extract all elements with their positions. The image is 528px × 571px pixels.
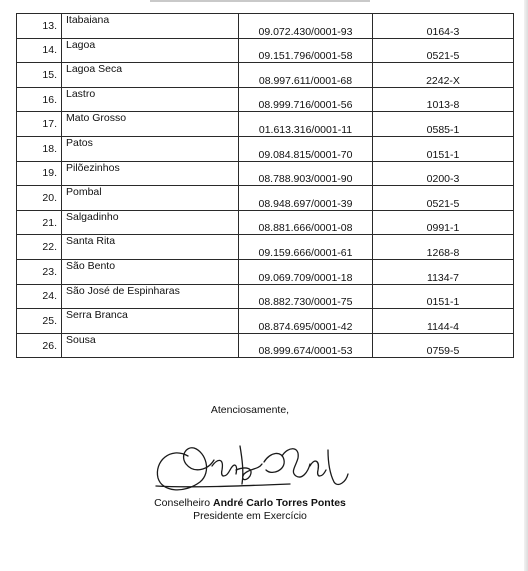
table-row xyxy=(17,235,514,260)
account-code: 0521-5 xyxy=(373,186,514,211)
handwritten-signature xyxy=(150,436,355,498)
table-row xyxy=(17,186,514,211)
signer-name: André Carlo Torres Pontes xyxy=(213,497,346,509)
table-row xyxy=(17,284,514,309)
row-number: 20. xyxy=(17,186,62,211)
cnpj-value: 08.999.716/0001-56 xyxy=(239,87,373,112)
account-code: 0200-3 xyxy=(373,161,514,186)
account-code: 1144-4 xyxy=(373,309,514,334)
cnpj-value: 01.613.316/0001-11 xyxy=(239,112,373,137)
row-number: 22. xyxy=(17,235,62,260)
municipality-name: Lagoa xyxy=(62,38,239,63)
signer-name-line xyxy=(0,497,500,510)
signer-title: Presidente em Exercício xyxy=(193,510,307,522)
table-row xyxy=(17,112,514,137)
account-code: 0151-1 xyxy=(373,136,514,161)
cnpj-value: 09.072.430/0001-93 xyxy=(239,14,373,39)
municipality-name: Lastro xyxy=(62,87,239,112)
cnpj-value: 08.874.695/0001-42 xyxy=(239,309,373,334)
row-number: 25. xyxy=(17,309,62,334)
municipality-name: Itabaiana xyxy=(62,14,239,39)
cnpj-value: 09.084.815/0001-70 xyxy=(239,136,373,161)
table-row xyxy=(17,136,514,161)
cnpj-value: 08.948.697/0001-39 xyxy=(239,186,373,211)
table-row xyxy=(17,210,514,235)
cnpj-value: 08.881.666/0001-08 xyxy=(239,210,373,235)
row-number: 15. xyxy=(17,63,62,88)
municipality-name: Pilõezinhos xyxy=(62,161,239,186)
table-row xyxy=(17,309,514,334)
row-number: 26. xyxy=(17,333,62,358)
cnpj-value: 09.151.796/0001-58 xyxy=(239,38,373,63)
cnpj-value: 08.882.730/0001-75 xyxy=(239,284,373,309)
row-number: 21. xyxy=(17,210,62,235)
municipality-name: Sousa xyxy=(62,333,239,358)
signer-block xyxy=(0,497,500,523)
table-row xyxy=(17,63,514,88)
signer-prefix: Conselheiro xyxy=(154,497,214,509)
table-row xyxy=(17,333,514,358)
table-row xyxy=(17,161,514,186)
account-code: 0151-1 xyxy=(373,284,514,309)
scan-edge-shadow xyxy=(524,0,528,571)
cnpj-value: 08.999.674/0001-53 xyxy=(239,333,373,358)
account-code: 2242-X xyxy=(373,63,514,88)
account-code: 0991-1 xyxy=(373,210,514,235)
row-number: 13. xyxy=(17,14,62,39)
row-number: 17. xyxy=(17,112,62,137)
table-row xyxy=(17,38,514,63)
account-code: 0759-5 xyxy=(373,333,514,358)
closing-salutation: Atenciosamente, xyxy=(210,404,290,416)
municipality-name: São Bento xyxy=(62,259,239,284)
municipality-name: Lagoa Seca xyxy=(62,63,239,88)
account-code: 1134-7 xyxy=(373,259,514,284)
row-number: 14. xyxy=(17,38,62,63)
municipality-name: Patos xyxy=(62,136,239,161)
account-code: 1268-8 xyxy=(373,235,514,260)
row-number: 16. xyxy=(17,87,62,112)
account-code: 1013-8 xyxy=(373,87,514,112)
table-row xyxy=(17,14,514,39)
municipality-name: Mato Grosso xyxy=(62,112,239,137)
account-code: 0164-3 xyxy=(373,14,514,39)
account-code: 0521-5 xyxy=(373,38,514,63)
cnpj-value: 09.069.709/0001-18 xyxy=(239,259,373,284)
top-separator-line xyxy=(150,0,370,2)
row-number: 19. xyxy=(17,161,62,186)
cnpj-value: 09.159.666/0001-61 xyxy=(239,235,373,260)
municipality-name: Salgadinho xyxy=(62,210,239,235)
cnpj-value: 08.788.903/0001-90 xyxy=(239,161,373,186)
municipality-table-body xyxy=(17,14,514,358)
table-row xyxy=(17,87,514,112)
municipality-name: Serra Branca xyxy=(62,309,239,334)
cnpj-value: 08.997.611/0001-68 xyxy=(239,63,373,88)
row-number: 18. xyxy=(17,136,62,161)
table-row xyxy=(17,259,514,284)
municipality-name: Pombal xyxy=(62,186,239,211)
row-number: 24. xyxy=(17,284,62,309)
municipality-name: São José de Espinharas xyxy=(62,284,239,309)
account-code: 0585-1 xyxy=(373,112,514,137)
row-number: 23. xyxy=(17,259,62,284)
municipality-name: Santa Rita xyxy=(62,235,239,260)
municipality-table xyxy=(16,13,514,358)
